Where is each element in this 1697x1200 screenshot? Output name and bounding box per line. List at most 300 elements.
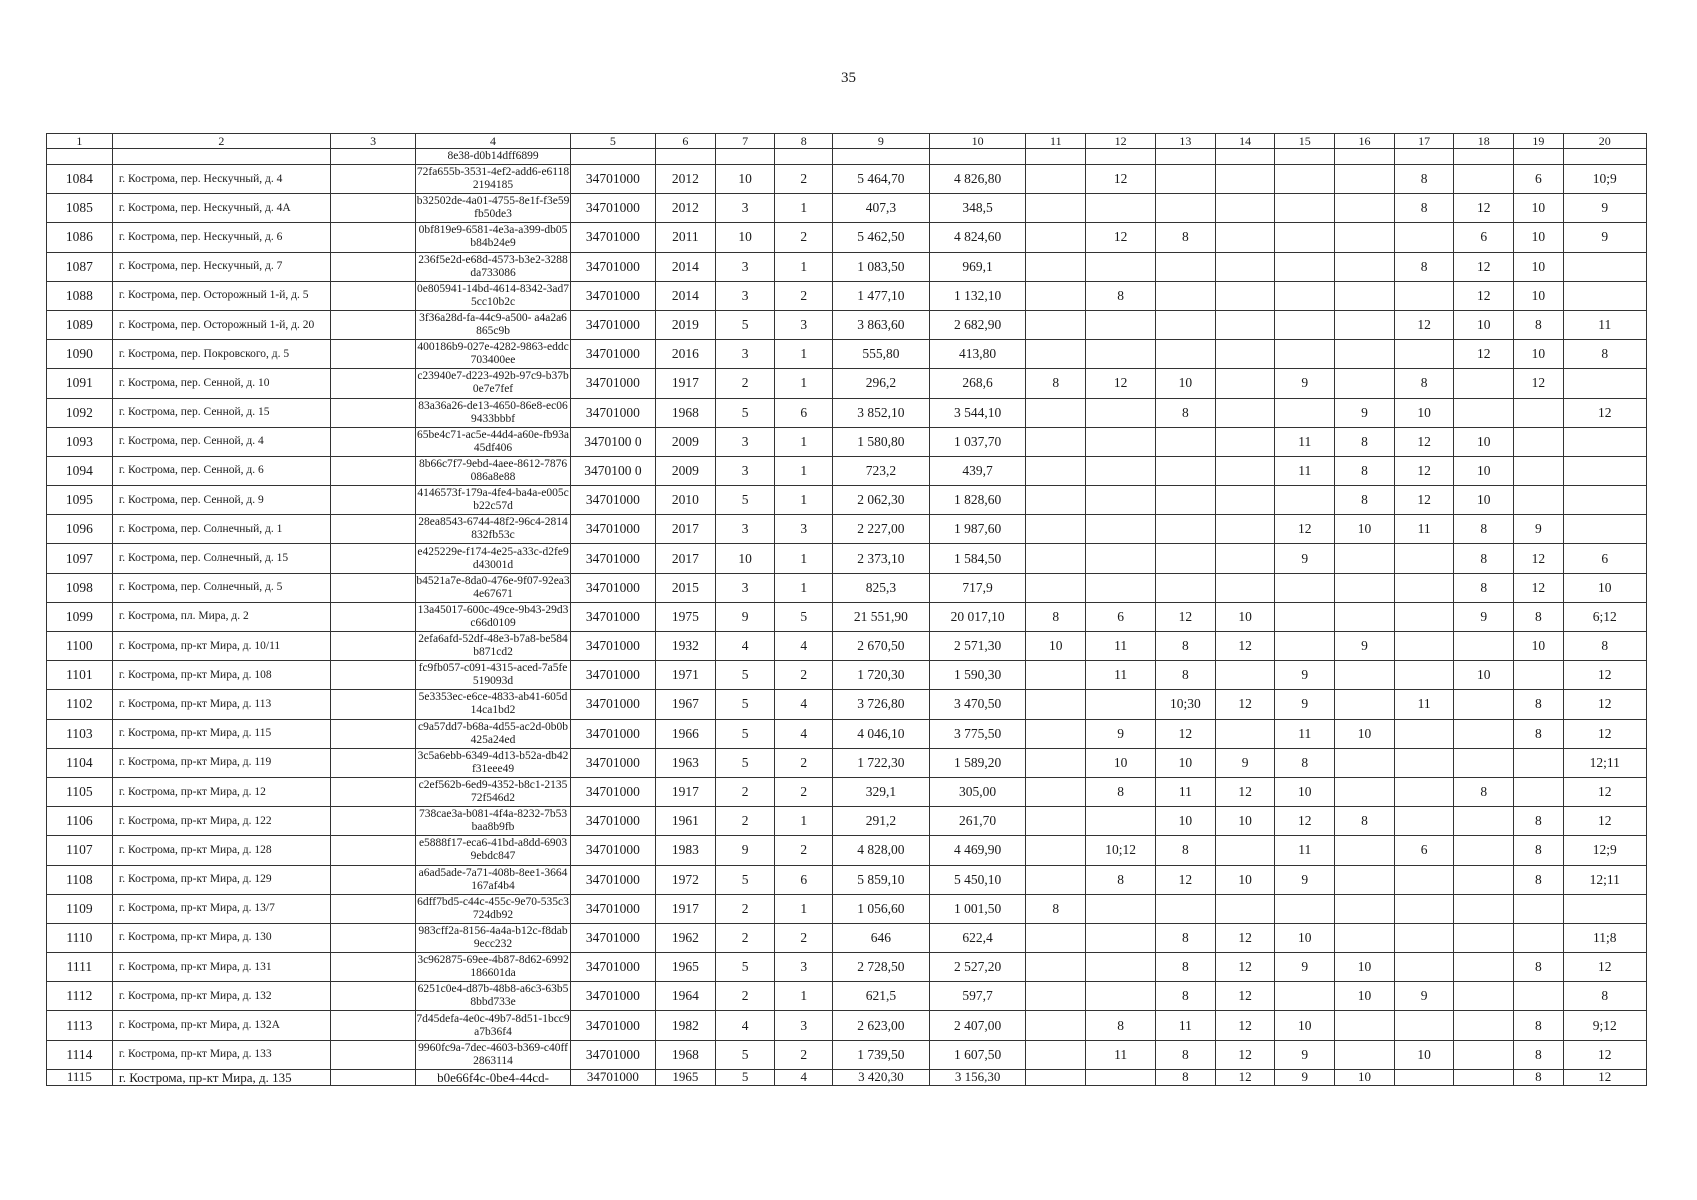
cell-col-9: 329,1 [833, 777, 930, 806]
cell-col-19: 12 [1514, 573, 1563, 602]
year-cell: 1971 [656, 661, 716, 690]
cell-col-8: 2 [775, 165, 833, 194]
cell-col-9: 3 863,60 [833, 310, 930, 339]
cell-col-15: 9 [1275, 369, 1335, 398]
cell-col-3 [330, 602, 415, 631]
cell-col-20: 8 [1563, 340, 1647, 369]
cell-col-3 [330, 310, 415, 339]
cell-col-12 [1086, 194, 1156, 223]
cell-col-16 [1335, 836, 1395, 865]
cell-col-13 [1156, 310, 1216, 339]
cell-col-8: 3 [775, 953, 833, 982]
cell-col-18: 8 [1454, 777, 1514, 806]
cell-col-3 [330, 632, 415, 661]
cell-col-14 [1215, 427, 1275, 456]
cell-col-17 [1394, 1069, 1454, 1085]
cell-col-17 [1394, 865, 1454, 894]
cell-col-13: 10;30 [1156, 690, 1216, 719]
year-cell: 1917 [656, 777, 716, 806]
cell-col-11 [1026, 1040, 1086, 1069]
cell-col-9: 2 062,30 [833, 486, 930, 515]
cell-col-13 [1156, 573, 1216, 602]
row-number: 1103 [47, 719, 113, 748]
row-number: 1110 [47, 923, 113, 952]
cell-col-11 [1026, 223, 1086, 252]
cell-col-19 [1514, 894, 1563, 923]
cell-col-13 [1156, 194, 1216, 223]
cell-col-15 [1275, 632, 1335, 661]
cell-col-13: 8 [1156, 398, 1216, 427]
cell-col-17 [1394, 632, 1454, 661]
cell-col-10: 439,7 [929, 456, 1026, 485]
cell-col-10: 2 407,00 [929, 1011, 1026, 1040]
cell-col-16: 9 [1335, 398, 1395, 427]
cell-col-8: 3 [775, 515, 833, 544]
cell-col-16 [1335, 194, 1395, 223]
cell-col-9: 646 [833, 923, 930, 952]
cell-col-19 [1514, 923, 1563, 952]
cell-col-11 [1026, 661, 1086, 690]
cell-col-3 [330, 953, 415, 982]
row-number: 1094 [47, 456, 113, 485]
cell-col-12: 6 [1086, 602, 1156, 631]
cell-col-15 [1275, 894, 1335, 923]
table-row [47, 923, 1647, 952]
oktmo-cell: 34701000 [570, 369, 655, 398]
cell-col-8: 2 [775, 836, 833, 865]
cell-col-8: 1 [775, 486, 833, 515]
cell-col-11 [1026, 1011, 1086, 1040]
cell-col-20: 6 [1563, 544, 1647, 573]
cell-col-15 [1275, 398, 1335, 427]
cell-col-19: 8 [1514, 953, 1563, 982]
cell-col-8: 1 [775, 544, 833, 573]
address-cell: г. Кострома, пр-кт Мира, д. 129 [112, 865, 330, 894]
cell-col-15 [1275, 165, 1335, 194]
row-number: 1088 [47, 281, 113, 310]
column-header-18: 18 [1454, 134, 1514, 149]
cell-col-7: 3 [715, 573, 775, 602]
table-row [47, 865, 1647, 894]
cell-col-9: 2 373,10 [833, 544, 930, 573]
cell-col-14: 12 [1215, 632, 1275, 661]
cell-col-12: 8 [1086, 777, 1156, 806]
cell-col-16: 10 [1335, 515, 1395, 544]
cell-col-18 [1454, 748, 1514, 777]
cell-col-8: 4 [775, 719, 833, 748]
cell-col-7: 2 [715, 807, 775, 836]
row-number: 1089 [47, 310, 113, 339]
guid-cell: 2efa6afd-52df-48e3-b7a8-be584b871cd2 [416, 632, 570, 661]
year-cell: 2012 [656, 194, 716, 223]
cell-col-3 [330, 252, 415, 281]
cell-col-3 [330, 369, 415, 398]
address-cell: г. Кострома, пр-кт Мира, д. 132А [112, 1011, 330, 1040]
cell-col-15 [1275, 223, 1335, 252]
cell-col-16 [1335, 923, 1395, 952]
cell-col-8: 5 [775, 602, 833, 631]
cell-col-10: 1 987,60 [929, 515, 1026, 544]
cell-col-3 [330, 1069, 415, 1085]
cell-col-13 [1156, 149, 1216, 165]
year-cell: 1932 [656, 632, 716, 661]
cell-col-8: 1 [775, 982, 833, 1011]
cell-col-12 [1086, 310, 1156, 339]
row-number: 1105 [47, 777, 113, 806]
cell-col-15: 9 [1275, 1040, 1335, 1069]
cell-col-11 [1026, 194, 1086, 223]
cell-col-11: 8 [1026, 894, 1086, 923]
cell-col-14 [1215, 281, 1275, 310]
column-header-3: 3 [330, 134, 415, 149]
cell-col-17 [1394, 777, 1454, 806]
cell-col-13: 10 [1156, 748, 1216, 777]
column-header-14: 14 [1215, 134, 1275, 149]
cell-col-12 [1086, 573, 1156, 602]
cell-col-16: 8 [1335, 486, 1395, 515]
cell-col-10: 1 589,20 [929, 748, 1026, 777]
address-cell: г. Кострома, пр-кт Мира, д. 128 [112, 836, 330, 865]
oktmo-cell: 34701000 [570, 1069, 655, 1085]
cell-col-20: 12 [1563, 661, 1647, 690]
cell-col-13: 8 [1156, 982, 1216, 1011]
cell-col-20: 11;8 [1563, 923, 1647, 952]
oktmo-cell: 34701000 [570, 923, 655, 952]
cell-col-9: 3 852,10 [833, 398, 930, 427]
cell-col-16: 10 [1335, 1069, 1395, 1085]
row-number: 1095 [47, 486, 113, 515]
address-cell: г. Кострома, пер. Нескучный, д. 6 [112, 223, 330, 252]
cell-col-3 [330, 661, 415, 690]
cell-col-14 [1215, 149, 1275, 165]
cell-col-12 [1086, 982, 1156, 1011]
cell-col-2 [112, 149, 330, 165]
cell-col-12: 9 [1086, 719, 1156, 748]
row-number: 1098 [47, 573, 113, 602]
row-number: 1113 [47, 1011, 113, 1040]
cell-col-20 [1563, 369, 1647, 398]
cell-col-3 [330, 1011, 415, 1040]
row-number: 1084 [47, 165, 113, 194]
cell-col-9: 407,3 [833, 194, 930, 223]
cell-col-19: 10 [1514, 281, 1563, 310]
cell-col-14 [1215, 223, 1275, 252]
guid-cell: a6ad5ade-7a71-408b-8ee1-3664167af4b4 [416, 865, 570, 894]
year-cell: 2012 [656, 165, 716, 194]
cell-col-20 [1563, 427, 1647, 456]
cell-col-18: 10 [1454, 456, 1514, 485]
cell-col-17: 6 [1394, 836, 1454, 865]
cell-col-11 [1026, 515, 1086, 544]
cell-col-15: 9 [1275, 953, 1335, 982]
cell-col-20: 12 [1563, 719, 1647, 748]
page-number: 35 [841, 70, 856, 86]
cell-col-18 [1454, 894, 1514, 923]
cell-col-12 [1086, 1069, 1156, 1085]
cell-col-14: 10 [1215, 602, 1275, 631]
cell-col-8: 1 [775, 807, 833, 836]
cell-col-7: 4 [715, 632, 775, 661]
cell-col-7: 2 [715, 777, 775, 806]
year-cell: 1963 [656, 748, 716, 777]
cell-col-8: 6 [775, 398, 833, 427]
cell-col-7: 5 [715, 690, 775, 719]
cell-col-11 [1026, 427, 1086, 456]
cell-col-10: 4 469,90 [929, 836, 1026, 865]
oktmo-cell: 34701000 [570, 223, 655, 252]
cell-col-11 [1026, 807, 1086, 836]
row-number: 1102 [47, 690, 113, 719]
cell-col-15: 11 [1275, 719, 1335, 748]
address-cell: г. Кострома, пр-кт Мира, д. 10/11 [112, 632, 330, 661]
year-cell: 1966 [656, 719, 716, 748]
cell-col-8: 1 [775, 369, 833, 398]
cell-col-13: 10 [1156, 369, 1216, 398]
cell-col-4: 8e38-d0b14dff6899 [416, 149, 570, 165]
cell-col-3 [330, 1040, 415, 1069]
cell-col-15: 12 [1275, 807, 1335, 836]
cell-col-8: 1 [775, 340, 833, 369]
cell-col-8: 1 [775, 894, 833, 923]
row-number: 1097 [47, 544, 113, 573]
oktmo-cell: 34701000 [570, 982, 655, 1011]
cell-col-3 [330, 398, 415, 427]
guid-cell: c2ef562b-6ed9-4352-b8c1-213572f546d2 [416, 777, 570, 806]
cell-col-9: 1 477,10 [833, 281, 930, 310]
table-row [47, 748, 1647, 777]
cell-col-3 [330, 486, 415, 515]
cell-col-10: 2 527,20 [929, 953, 1026, 982]
cell-col-18: 9 [1454, 602, 1514, 631]
cell-col-18 [1454, 398, 1514, 427]
cell-col-19: 8 [1514, 865, 1563, 894]
cell-col-13: 8 [1156, 953, 1216, 982]
cell-col-8: 2 [775, 661, 833, 690]
table-row [47, 953, 1647, 982]
address-cell: г. Кострома, пер. Сенной, д. 10 [112, 369, 330, 398]
cell-col-13 [1156, 486, 1216, 515]
row-number: 1108 [47, 865, 113, 894]
row-number: 1096 [47, 515, 113, 544]
table-row [47, 690, 1647, 719]
oktmo-cell: 3470100 0 [570, 456, 655, 485]
address-cell: г. Кострома, пр-кт Мира, д. 119 [112, 748, 330, 777]
guid-cell: 3c962875-69ee-4b87-8d62-6992186601da [416, 953, 570, 982]
cell-col-18 [1454, 690, 1514, 719]
table-row [47, 1011, 1647, 1040]
column-header-9: 9 [833, 134, 930, 149]
oktmo-cell: 34701000 [570, 340, 655, 369]
year-cell: 2014 [656, 281, 716, 310]
cell-col-7 [715, 149, 775, 165]
cell-col-12 [1086, 340, 1156, 369]
guid-cell: 738cae3a-b081-4f4a-8232-7b53baa8b9fb [416, 807, 570, 836]
row-number: 1112 [47, 982, 113, 1011]
cell-col-9: 3 726,80 [833, 690, 930, 719]
cell-col-14 [1215, 486, 1275, 515]
cell-col-3 [330, 690, 415, 719]
cell-col-20: 10 [1563, 573, 1647, 602]
cell-col-17 [1394, 661, 1454, 690]
guid-cell: 9960fc9a-7dec-4603-b369-c40ff2863114 [416, 1040, 570, 1069]
cell-col-19 [1514, 149, 1563, 165]
guid-cell: 83a36a26-de13-4650-86e8-ec069433bbbf [416, 398, 570, 427]
row-number: 1109 [47, 894, 113, 923]
year-cell: 2016 [656, 340, 716, 369]
cell-col-10: 2 682,90 [929, 310, 1026, 339]
cell-col-14: 12 [1215, 1011, 1275, 1040]
cell-col-13: 8 [1156, 661, 1216, 690]
oktmo-cell: 34701000 [570, 953, 655, 982]
table-row [47, 252, 1647, 281]
table-row [47, 427, 1647, 456]
cell-col-11 [1026, 690, 1086, 719]
cell-col-15 [1275, 310, 1335, 339]
cell-col-11 [1026, 777, 1086, 806]
cell-col-20: 10;9 [1563, 165, 1647, 194]
cell-col-18 [1454, 165, 1514, 194]
column-header-2: 2 [112, 134, 330, 149]
cell-col-7: 2 [715, 894, 775, 923]
row-number: 1090 [47, 340, 113, 369]
cell-col-15: 9 [1275, 1069, 1335, 1085]
table-row [47, 194, 1647, 223]
cell-col-12 [1086, 486, 1156, 515]
cell-col-11 [1026, 923, 1086, 952]
guid-cell: 983cff2a-8156-4a4a-b12c-f8dab9ecc232 [416, 923, 570, 952]
cell-col-17: 8 [1394, 252, 1454, 281]
cell-col-7: 2 [715, 369, 775, 398]
cell-col-7: 9 [715, 836, 775, 865]
cell-col-13 [1156, 281, 1216, 310]
cell-col-3 [330, 456, 415, 485]
cell-col-8: 1 [775, 573, 833, 602]
cell-col-16 [1335, 690, 1395, 719]
row-number: 1100 [47, 632, 113, 661]
year-cell: 2014 [656, 252, 716, 281]
cell-col-12: 10;12 [1086, 836, 1156, 865]
column-header-11: 11 [1026, 134, 1086, 149]
cell-col-19: 10 [1514, 223, 1563, 252]
cell-col-12 [1086, 456, 1156, 485]
cell-col-11 [1026, 573, 1086, 602]
cell-col-13 [1156, 165, 1216, 194]
cell-col-8: 2 [775, 281, 833, 310]
cell-col-7: 3 [715, 515, 775, 544]
cell-col-8: 2 [775, 748, 833, 777]
cell-col-17 [1394, 223, 1454, 252]
address-cell: г. Кострома, пр-кт Мира, д. 12 [112, 777, 330, 806]
oktmo-cell: 34701000 [570, 894, 655, 923]
year-cell: 1964 [656, 982, 716, 1011]
cell-col-20 [1563, 149, 1647, 165]
year-cell: 1917 [656, 894, 716, 923]
cell-col-18 [1454, 1040, 1514, 1069]
cell-col-3 [330, 427, 415, 456]
cell-col-13 [1156, 252, 1216, 281]
cell-col-7: 10 [715, 544, 775, 573]
oktmo-cell: 34701000 [570, 165, 655, 194]
cell-col-17 [1394, 953, 1454, 982]
cell-col-15 [1275, 149, 1335, 165]
column-header-5: 5 [570, 134, 655, 149]
row-number: 1087 [47, 252, 113, 281]
cell-col-17: 11 [1394, 515, 1454, 544]
table-row [47, 544, 1647, 573]
cell-col-13: 10 [1156, 807, 1216, 836]
cell-col-14: 9 [1215, 748, 1275, 777]
cell-col-8: 4 [775, 1069, 833, 1085]
cell-col-10: 1 037,70 [929, 427, 1026, 456]
table-row [47, 456, 1647, 485]
cell-col-12 [1086, 149, 1156, 165]
cell-col-18 [1454, 1069, 1514, 1085]
cell-col-16 [1335, 281, 1395, 310]
oktmo-cell: 34701000 [570, 1040, 655, 1069]
cell-col-17 [1394, 1011, 1454, 1040]
cell-col-12: 11 [1086, 632, 1156, 661]
column-header-19: 19 [1514, 134, 1563, 149]
cell-col-9: 4 046,10 [833, 719, 930, 748]
cell-col-7: 9 [715, 602, 775, 631]
cell-col-18 [1454, 836, 1514, 865]
year-cell: 1917 [656, 369, 716, 398]
year-cell: 1968 [656, 1040, 716, 1069]
guid-cell: fc9fb057-c091-4315-aced-7a5fe519093d [416, 661, 570, 690]
cell-col-14 [1215, 515, 1275, 544]
cell-col-11 [1026, 340, 1086, 369]
cell-col-12: 8 [1086, 865, 1156, 894]
register-table [46, 133, 1647, 1086]
cell-col-10: 3 156,30 [929, 1069, 1026, 1085]
cell-col-17: 10 [1394, 398, 1454, 427]
cell-col-9: 1 720,30 [833, 661, 930, 690]
cell-col-16 [1335, 340, 1395, 369]
cell-col-15 [1275, 573, 1335, 602]
guid-cell: 72fa655b-3531-4ef2-add6-e61182194185 [416, 165, 570, 194]
cell-col-12: 12 [1086, 165, 1156, 194]
address-cell: г. Кострома, пр-кт Мира, д. 122 [112, 807, 330, 836]
cell-col-12: 8 [1086, 1011, 1156, 1040]
cell-col-18: 10 [1454, 486, 1514, 515]
guid-cell: c23940e7-d223-492b-97c9-b37b0e7e7fef [416, 369, 570, 398]
cell-col-15 [1275, 194, 1335, 223]
table-row [47, 807, 1647, 836]
cell-col-12: 12 [1086, 369, 1156, 398]
cell-col-9: 5 859,10 [833, 865, 930, 894]
cell-col-7: 3 [715, 194, 775, 223]
cell-col-20: 12 [1563, 690, 1647, 719]
continuation-row [47, 149, 1647, 165]
cell-col-17 [1394, 894, 1454, 923]
year-cell: 2015 [656, 573, 716, 602]
cell-col-17: 11 [1394, 690, 1454, 719]
guid-cell: 236f5e2d-e68d-4573-b3e2-3288da733086 [416, 252, 570, 281]
cell-col-11 [1026, 865, 1086, 894]
cell-col-20 [1563, 515, 1647, 544]
cell-col-20: 8 [1563, 632, 1647, 661]
cell-col-13 [1156, 340, 1216, 369]
cell-col-12 [1086, 953, 1156, 982]
row-number: 1085 [47, 194, 113, 223]
cell-col-18 [1454, 369, 1514, 398]
cell-col-7: 5 [715, 865, 775, 894]
year-cell: 2009 [656, 456, 716, 485]
cell-col-14 [1215, 310, 1275, 339]
cell-col-14: 12 [1215, 923, 1275, 952]
address-cell: г. Кострома, пер. Сенной, д. 4 [112, 427, 330, 456]
cell-col-14: 12 [1215, 982, 1275, 1011]
